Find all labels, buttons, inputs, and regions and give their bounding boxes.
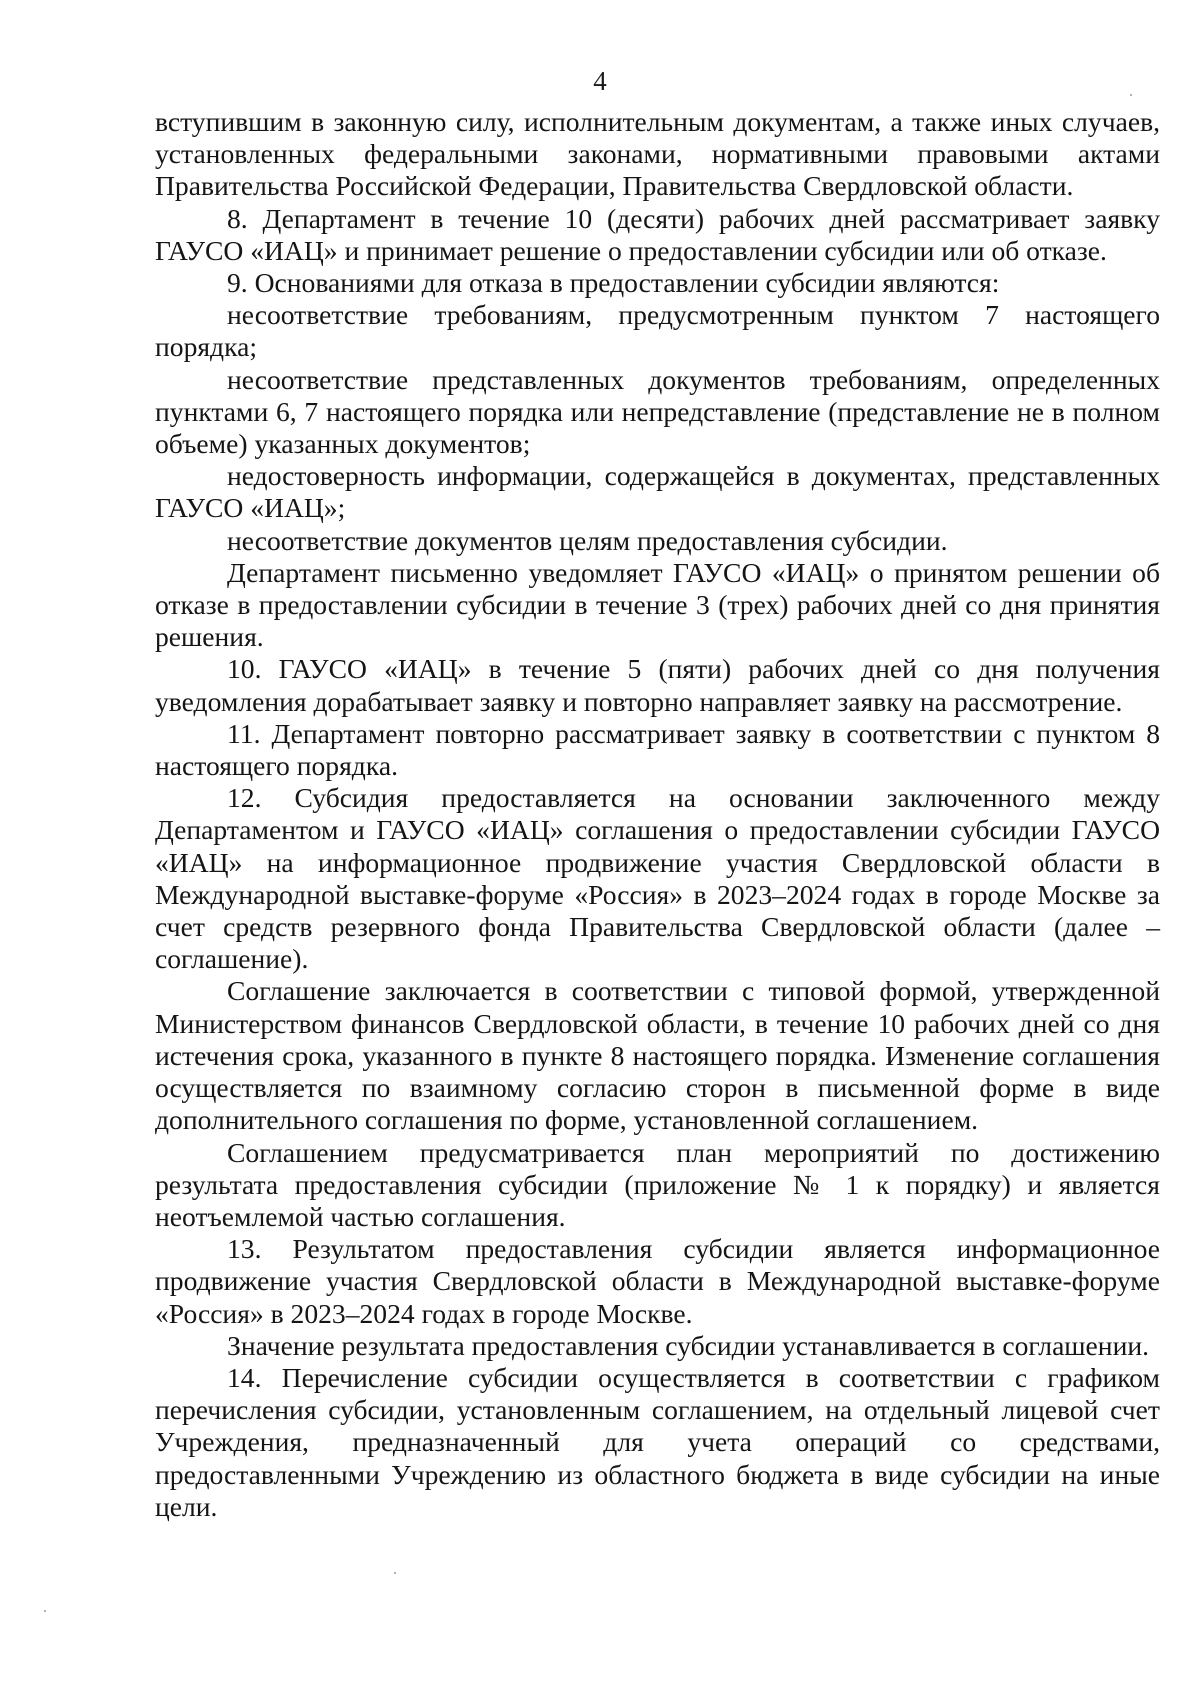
paragraph-item-9: 9. Основаниями для отказа в предоставлении субсидии являются:: [227, 267, 1000, 299]
paragraph-result-value: Значение результата предоставления субсидии устанавливается в соглашении.: [227, 1329, 1150, 1361]
paragraph-item-14: 14. Перечисление субсидии осуществляется в соответствии с графиком перечисления субсидии, установленным соглашением, на отдельный лицевой счет Учреждения, предназначенный для учета операций со средствами, предоставленными Учреждению из областного бюджета в виде субсидии на иные цели.: [155, 1361, 1160, 1522]
paragraph-item-13: 13. Результатом предоставления субсидии является информационное продвижение участия Свердловской области в Международной выставке-форуме «Россия» в 2023–2024 годах в городе Москве.: [155, 1233, 1160, 1329]
paragraph-agreement: Соглашение заключается в соответствии с типовой формой, утвержденной Министерством финансов Свердловской области, в течение 10 рабочих дней со дня истечения срока, указанного в пункте 8 настоящего порядка. Изменение соглашения осуществляется по взаимному согласию сторон в письменной форме в виде дополнительного соглашения по форме, установленной соглашением.: [155, 975, 1160, 1136]
paragraph-item-12: 12. Субсидия предоставляется на основании заключенного между Департаментом и ГАУСО «ИАЦ» соглашения о предоставлении субсидии ГАУСО «ИАЦ» на информационное продвижение участия Свердловской области в Международной выставке-форуме «Россия» в 2023–2024 годах в городе Москве за счет средств резервного фонда Правительства Свердловской области (далее – соглашение).: [155, 782, 1160, 975]
paragraph-ground-4: несоответствие документов целям предоставления субсидии.: [227, 524, 948, 556]
document-body: [155, 106, 1160, 1523]
paragraph-ground-1: несоответствие требованиям, предусмотренным пунктом 7 настоящего порядка;: [155, 299, 1160, 363]
paragraph-item-11: 11. Департамент повторно рассматривает заявку в соответствии с пунктом 8 настоящего порядка.: [155, 717, 1160, 782]
page-number: 4: [593, 66, 607, 96]
paragraph-item-8: 8. Департамент в течение 10 (десяти) рабочих дней рассматривает заявку ГАУСО «ИАЦ» и принимает решение о предоставлении субсидии или об отказе.: [155, 202, 1160, 266]
paragraph-plan: Соглашением предусматривается план мероприятий по достижению результата предоставления субсидии (приложение № 1 к порядку) и является неотъемлемой частью соглашения.: [155, 1136, 1160, 1232]
scan-speck: [1130, 94, 1132, 96]
paragraph-ground-2: несоответствие представленных документов требованиям, определенных пунктами 6, 7 настоящего порядка или непредставление (представление не в полном объеме) указанных документов;: [155, 363, 1160, 460]
paragraph-ground-3: недостоверность информации, содержащейся в документах, представленных ГАУСО «ИАЦ»;: [155, 460, 1160, 524]
paragraph-continuation: вступившим в законную силу, исполнительным документам, а также иных случаев, установленных федеральными законами, нормативными правовыми актами Правительства Российской Федерации, Правительства Свердловской области.: [155, 106, 1160, 202]
paragraph-item-10: 10. ГАУСО «ИАЦ» в течение 5 (пяти) рабочих дней со дня получения уведомления дорабатывает заявку и повторно направляет заявку на рассмотрение.: [155, 653, 1160, 717]
scan-speck: [394, 1572, 396, 1574]
scan-speck: [44, 1610, 46, 1612]
paragraph-notification: Департамент письменно уведомляет ГАУСО «ИАЦ» о принятом решении об отказе в предоставлении субсидии в течение 3 (трех) рабочих дней со дня принятия решения.: [155, 556, 1160, 653]
